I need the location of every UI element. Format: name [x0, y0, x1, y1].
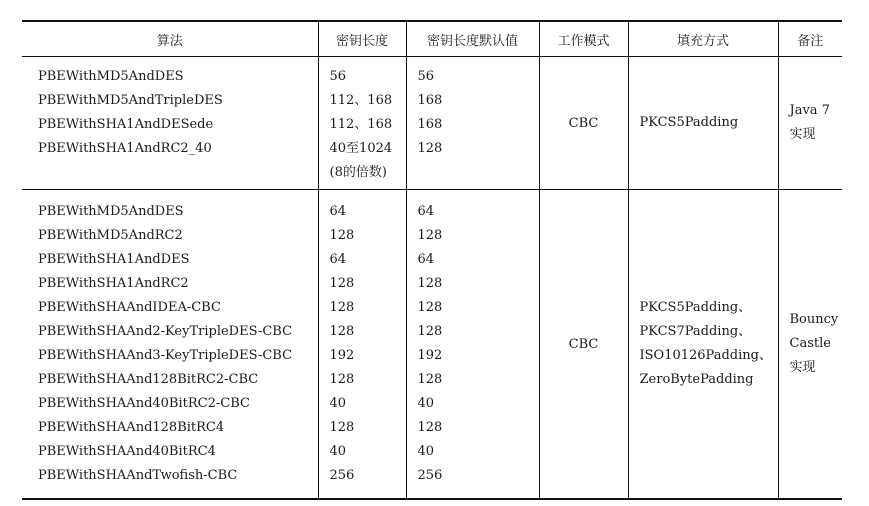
default-value: 168 [417, 117, 443, 132]
key-length-value: 64 [329, 252, 347, 267]
algorithm-name: PBEWithSHA1AndDESede [38, 117, 214, 132]
default-cell [406, 190, 539, 500]
key-length-value: 128 [329, 324, 355, 339]
key-length-value: 40 [329, 396, 347, 411]
padding-value: PKCS7Padding、 [639, 324, 752, 339]
padding-value: ZeroBytePadding [639, 372, 754, 387]
algorithm-name: PBEWithSHA1AndRC2 [38, 276, 189, 291]
header-default-key-length: 密钥长度默认值 [406, 21, 539, 57]
header-key-length: 密钥长度 [318, 21, 406, 57]
note-line: 实现 [789, 127, 816, 142]
padding-value: PKCS5Padding [639, 115, 739, 130]
key-length-value: 112、168 [329, 117, 393, 132]
key-length-value: 40至1024 [329, 141, 393, 156]
work-mode-cell: CBC [539, 190, 628, 500]
key-length-cell [318, 57, 406, 190]
algorithm-name: PBEWithSHAAnd3-KeyTripleDES-CBC [38, 348, 293, 363]
note-line: Java 7 [789, 103, 830, 118]
header-note: 备注 [778, 21, 842, 57]
algorithm-name: PBEWithSHAAnd128BitRC2-CBC [38, 372, 259, 387]
algorithm-name: PBEWithMD5AndDES [38, 204, 184, 219]
note-line: Bouncy [789, 312, 839, 327]
default-value: 128 [417, 141, 443, 156]
key-length-cell [318, 190, 406, 500]
algorithm-name: PBEWithSHAAndIDEA-CBC [38, 300, 221, 315]
algorithm-cell [22, 190, 318, 500]
header-work-mode: 工作模式 [539, 21, 628, 57]
default-value: 128 [417, 276, 443, 291]
note-cell [778, 190, 842, 500]
default-value: 128 [417, 228, 443, 243]
algorithm-table [22, 20, 842, 500]
algorithm-name: PBEWithSHA1AndDES [38, 252, 190, 267]
algorithm-name: PBEWithMD5AndRC2 [38, 228, 183, 243]
padding-cell [628, 57, 778, 190]
default-value: 192 [417, 348, 443, 363]
default-value: 64 [417, 252, 435, 267]
algorithm-name: PBEWithSHAAndTwofish-CBC [38, 468, 238, 483]
default-value: 40 [417, 444, 435, 459]
padding-value: PKCS5Padding、 [639, 300, 752, 315]
default-value: 128 [417, 372, 443, 387]
key-length-value: 128 [329, 372, 355, 387]
algorithm-name: PBEWithSHAAnd128BitRC4 [38, 420, 225, 435]
key-length-value: 40 [329, 444, 347, 459]
header-algorithm: 算法 [22, 21, 318, 57]
header-padding: 填充方式 [628, 21, 778, 57]
note-line: Castle [789, 336, 831, 351]
key-length-value: (8的倍数) [329, 165, 387, 180]
key-length-value: 128 [329, 276, 355, 291]
group-java7 [22, 57, 842, 190]
default-value: 64 [417, 204, 435, 219]
default-value: 128 [417, 300, 443, 315]
key-length-value: 64 [329, 204, 347, 219]
default-value: 128 [417, 324, 443, 339]
padding-cell [628, 190, 778, 500]
key-length-value: 56 [329, 69, 347, 84]
default-value: 128 [417, 420, 443, 435]
default-value: 40 [417, 396, 435, 411]
algorithm-name: PBEWithSHAAnd40BitRC2-CBC [38, 396, 250, 411]
algorithm-name: PBEWithMD5AndDES [38, 69, 184, 84]
key-length-value: 192 [329, 348, 355, 363]
algorithm-cell [22, 57, 318, 190]
algorithm-name: PBEWithSHAAnd40BitRC4 [38, 444, 216, 459]
padding-value: ISO10126Padding、 [639, 348, 772, 363]
note-cell [778, 57, 842, 190]
key-length-value: 128 [329, 420, 355, 435]
group-bouncy-castle [22, 190, 842, 500]
algorithm-name: PBEWithSHA1AndRC2_40 [38, 141, 212, 156]
key-length-value: 256 [329, 468, 355, 483]
default-value: 56 [417, 69, 435, 84]
key-length-value: 128 [329, 300, 355, 315]
default-cell [406, 57, 539, 190]
header-row [22, 21, 842, 57]
key-length-value: 128 [329, 228, 355, 243]
key-length-value: 112、168 [329, 93, 393, 108]
algorithm-name: PBEWithMD5AndTripleDES [38, 93, 223, 108]
algorithm-name: PBEWithSHAAnd2-KeyTripleDES-CBC [38, 324, 293, 339]
default-value: 168 [417, 93, 443, 108]
note-line: 实现 [789, 360, 816, 375]
default-value: 256 [417, 468, 443, 483]
work-mode-cell: CBC [539, 57, 628, 190]
